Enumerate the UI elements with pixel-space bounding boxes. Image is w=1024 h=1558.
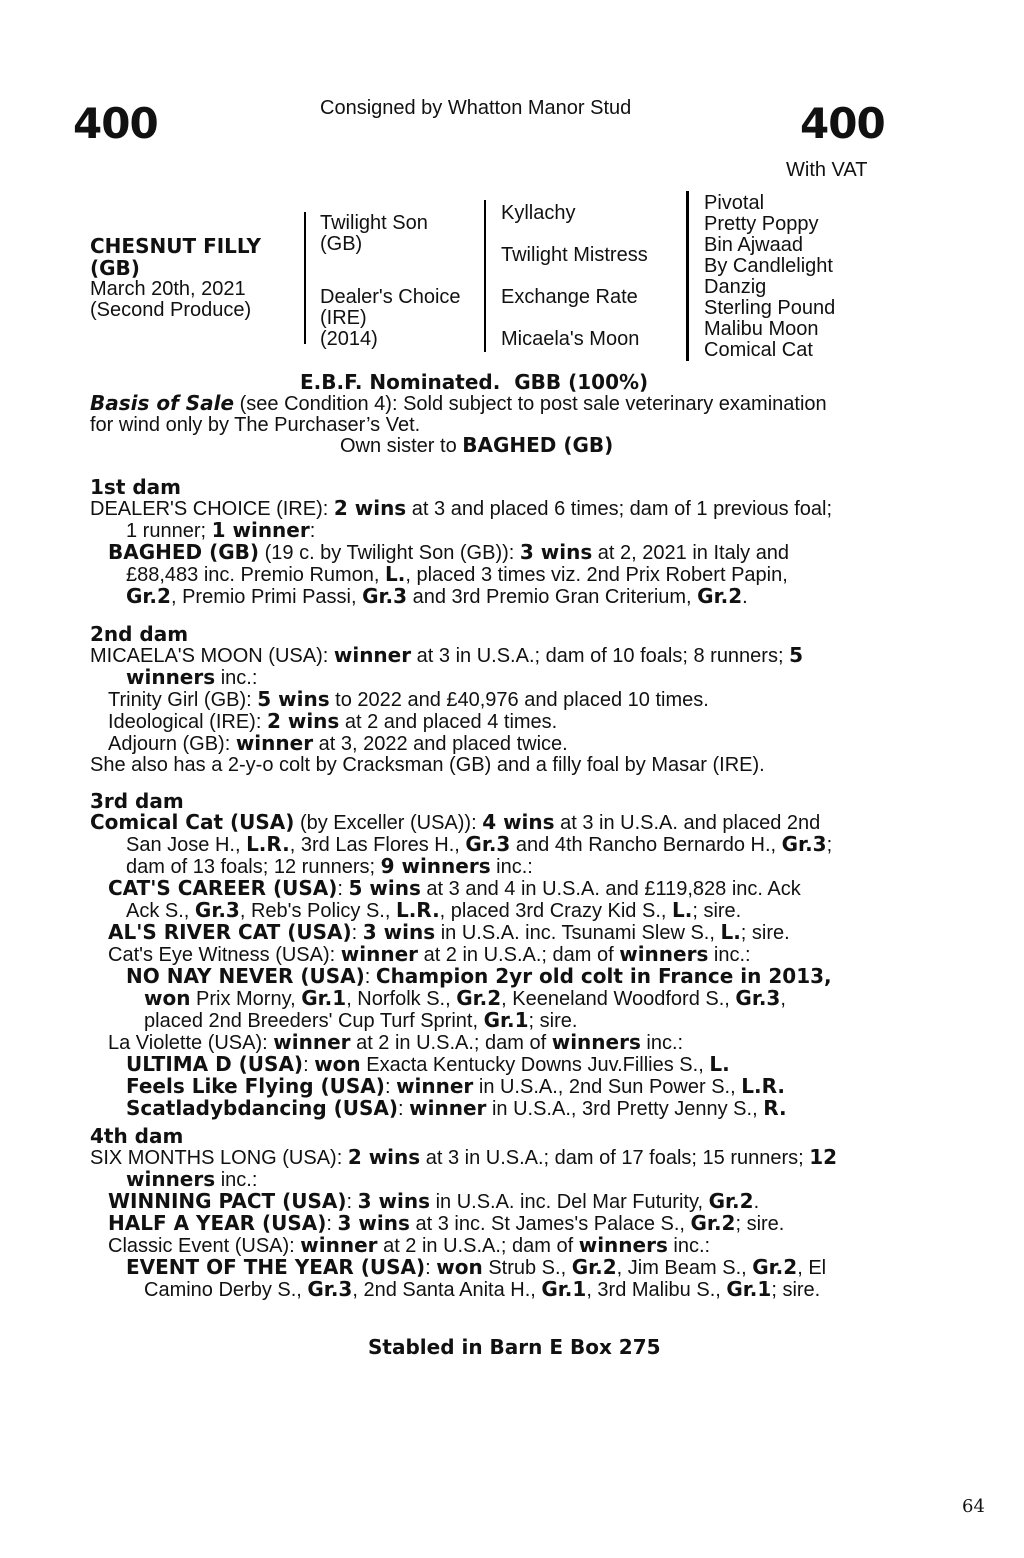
t: L.: [720, 920, 741, 944]
t: in U.S.A. inc. Del Mar Futurity,: [430, 1191, 709, 1213]
t: , Keeneland Woodford S.,: [501, 988, 736, 1010]
t: EVENT OF THE YEAR (USA): [126, 1255, 426, 1279]
t: at 2, 2021 in Italy and: [592, 542, 790, 564]
t: at 3 and 4 in U.S.A. and £119,828 inc. Ack: [420, 878, 801, 900]
gen3-5: Danzig: [704, 276, 767, 298]
t: winners: [551, 1030, 641, 1054]
gen3-7: Malibu Moon: [704, 318, 819, 340]
t: :: [351, 922, 363, 944]
fourth-dam-section: [90, 1126, 890, 1301]
t: Ideological (IRE):: [108, 711, 267, 733]
t: inc.:: [490, 856, 533, 878]
also-has: She also has a 2-y-o colt by Cracksman (GB) and a filly foal by Masar (IRE).: [90, 754, 765, 776]
t: :: [309, 520, 316, 542]
t: :: [337, 878, 349, 900]
t: placed 2nd Breeders' Cup Turf Sprint,: [144, 1010, 484, 1032]
pedigree-bracket-3: [686, 191, 689, 361]
t: 3 wins: [337, 1211, 410, 1235]
t: 3 wins: [357, 1189, 431, 1213]
t: 3 wins: [362, 920, 436, 944]
t: Exacta Kentucky Downs Juv.Fillies S.,: [360, 1054, 710, 1076]
t: winner: [396, 1074, 474, 1098]
t: 1 runner;: [126, 520, 212, 542]
t: :: [303, 1054, 315, 1076]
t: MICAELA'S MOON (USA):: [90, 645, 334, 667]
pedigree-gen2-3: Exchange Rate: [501, 286, 638, 308]
t: in U.S.A., 3rd Pretty Jenny S.,: [486, 1098, 764, 1120]
t: Gr.2: [708, 1189, 754, 1213]
second-dam-heading: 2nd dam: [90, 622, 189, 646]
t: 9 winners: [380, 854, 491, 878]
t: winner: [300, 1233, 378, 1257]
t: 3 wins: [519, 540, 593, 564]
pedigree-dam: [320, 287, 461, 350]
t: Trinity Girl (GB):: [108, 689, 258, 711]
t: at 2 in U.S.A.; dam of: [377, 1235, 579, 1257]
t: ; sire.: [735, 1213, 785, 1235]
lot-number-right: 400: [800, 99, 885, 148]
t: L.: [709, 1052, 730, 1076]
t: L.R.: [395, 898, 440, 922]
basis-of-sale: [90, 393, 890, 436]
gen3-2: Pretty Poppy: [704, 213, 819, 235]
own-sister: [340, 435, 613, 457]
t: at 3, 2022 and placed twice.: [313, 733, 568, 755]
t: and 3rd Premio Gran Criterium,: [407, 586, 698, 608]
t: SIX MONTHS LONG (USA):: [90, 1147, 348, 1169]
t: to 2022 and £40,976 and placed 10 times.: [329, 689, 709, 711]
horse-description: [90, 235, 261, 321]
t: winner: [340, 942, 419, 966]
t: Gr.2: [456, 986, 502, 1010]
t: AL'S RIVER CAT (USA): [108, 920, 352, 944]
gen3-6: Sterling Pound: [704, 297, 836, 319]
t: won: [314, 1052, 361, 1076]
t: CAT'S CAREER (USA): [108, 876, 338, 900]
dam-country: (IRE): [320, 307, 367, 329]
t: 1 winner: [211, 518, 310, 542]
t: inc.:: [640, 1032, 684, 1054]
t: won: [436, 1255, 483, 1279]
basis-label: Basis of Sale: [90, 391, 235, 415]
t: 5: [789, 643, 803, 667]
ebf-nominated: E.B.F. Nominated. GBB (100%): [300, 370, 649, 394]
t: , Premio Primi Passi,: [170, 586, 363, 608]
foaling-date: March 20th, 2021: [90, 278, 246, 300]
t: Gr.3: [194, 898, 240, 922]
t: :: [398, 1098, 410, 1120]
t: winner: [273, 1030, 351, 1054]
t: Comical Cat (USA): [90, 810, 295, 834]
t: , 3rd Las Flores H.,: [289, 834, 466, 856]
dam-year: (2014): [320, 328, 378, 350]
pedigree-gen2-4: Micaela's Moon: [501, 328, 640, 350]
sire-name: Twilight Son: [320, 212, 428, 234]
third-dam-section: [90, 791, 890, 1120]
t: Camino Derby S.,: [144, 1279, 308, 1301]
t: Gr.3: [465, 832, 511, 856]
t: 2 wins: [266, 709, 340, 733]
t: Scatladybdancing (USA): [126, 1096, 399, 1120]
t: NO NAY NEVER (USA): [126, 964, 365, 988]
t: Gr.2: [571, 1255, 617, 1279]
t: , El: [797, 1257, 827, 1279]
t: Cat's Eye Witness (USA):: [108, 944, 341, 966]
t: won: [144, 986, 191, 1010]
vat-note: With VAT: [786, 159, 868, 181]
t: dam of 13 foals; 12 runners;: [126, 856, 381, 878]
t: Strub S.,: [482, 1257, 572, 1279]
t: :: [384, 1076, 397, 1098]
t: winners: [619, 942, 709, 966]
t: inc.:: [215, 1169, 258, 1191]
t: Prix Morny,: [190, 988, 302, 1010]
t: at 3 and placed 6 times; dam of 1 previous foal;: [406, 498, 833, 520]
consignor: Consigned by Whatton Manor Stud: [320, 97, 632, 119]
t: R.: [763, 1096, 787, 1120]
pedigree-sire: [320, 213, 428, 255]
t: Gr.1: [301, 986, 347, 1010]
t: Classic Event (USA):: [108, 1235, 301, 1257]
t: ,: [780, 988, 786, 1010]
t: L.R.: [741, 1074, 785, 1098]
t: inc.:: [215, 667, 258, 689]
t: winner: [235, 731, 314, 755]
horse-title-country: (GB): [90, 256, 140, 280]
own-sister-prefix: Own sister to: [340, 435, 463, 457]
t: L.: [672, 898, 693, 922]
basis-text: (see Condition 4): Sold subject to post sale veterinary examination: [234, 393, 827, 415]
t: at 3 in U.S.A.; dam of 10 foals; 8 runners;: [411, 645, 790, 667]
t: , placed 3rd Crazy Kid S.,: [439, 900, 672, 922]
t: inc.:: [667, 1235, 711, 1257]
gen3-1: Pivotal: [704, 192, 765, 214]
t: at 2 in U.S.A.; dam of: [418, 944, 620, 966]
t: DEALER'S CHOICE (IRE):: [90, 498, 334, 520]
t: (19 c. by Twilight Son (GB)):: [259, 542, 520, 564]
pedigree-gen2-2: Twilight Mistress: [501, 244, 648, 266]
t: 5 wins: [257, 687, 330, 711]
t: , Jim Beam S.,: [616, 1257, 753, 1279]
third-dam-heading: 3rd dam: [90, 789, 184, 813]
pedigree-gen2-1: Kyllachy: [501, 202, 576, 224]
basis-text-2: for wind only by The Purchaser’s Vet.: [90, 414, 421, 436]
t: L.R.: [246, 832, 290, 856]
gen3-8: Comical Cat: [704, 339, 813, 361]
sire-country: (GB): [320, 233, 363, 255]
t: Gr.2: [126, 584, 171, 608]
t: Ack S.,: [126, 900, 195, 922]
t: at 2 and placed 4 times.: [339, 711, 558, 733]
t: :: [346, 1191, 358, 1213]
t: and 4th Rancho Bernardo H.,: [510, 834, 782, 856]
dam-name: Dealer's Choice: [320, 286, 461, 308]
t: (by Exceller (USA)):: [294, 812, 483, 834]
first-dam-section: [90, 477, 890, 608]
t: HALF A YEAR (USA): [108, 1211, 327, 1235]
t: :: [326, 1213, 338, 1235]
t: Gr.2: [697, 584, 743, 608]
t: winners: [126, 665, 216, 689]
gen3-3: Bin Ajwaad: [704, 234, 803, 256]
t: winners: [126, 1167, 216, 1191]
t: inc.:: [708, 944, 751, 966]
t: ; sire.: [692, 900, 742, 922]
t: Gr.3: [781, 832, 827, 856]
produce-note: (Second Produce): [90, 299, 252, 321]
t: , placed 3 times viz. 2nd Prix Robert Papin,: [405, 564, 788, 586]
pedigree-bracket-2: [484, 200, 486, 352]
t: , Reb's Policy S.,: [239, 900, 396, 922]
t: winners: [578, 1233, 668, 1257]
own-sister-name: BAGHED (GB): [462, 433, 614, 457]
t: ;: [826, 834, 833, 856]
t: ; sire.: [528, 1010, 578, 1032]
t: ULTIMA D (USA): [126, 1052, 304, 1076]
t: 5 wins: [348, 876, 421, 900]
pedigree-bracket-1: [304, 212, 306, 344]
pedigree-gen3: [704, 193, 835, 361]
t: :: [364, 966, 376, 988]
t: Gr.2: [690, 1211, 736, 1235]
second-dam-section: [90, 624, 890, 776]
t: ; sire.: [740, 922, 790, 944]
t: .: [742, 586, 748, 608]
t: 2 wins: [347, 1145, 421, 1169]
t: Gr.3: [307, 1277, 353, 1301]
t: WINNING PACT (USA): [108, 1189, 347, 1213]
t: :: [425, 1257, 437, 1279]
t: , 3rd Malibu S.,: [586, 1279, 727, 1301]
t: San Jose H.,: [126, 834, 247, 856]
fourth-dam-heading: 4th dam: [90, 1124, 184, 1148]
t: BAGHED (GB): [108, 540, 260, 564]
t: Adjourn (GB):: [108, 733, 236, 755]
baghed-entry: [90, 542, 872, 608]
t: L.: [385, 562, 406, 586]
horse-title: CHESNUT FILLY: [90, 234, 262, 258]
t: .: [753, 1191, 760, 1213]
t: at 3 inc. St James's Palace S.,: [409, 1213, 691, 1235]
t: Gr.1: [541, 1277, 587, 1301]
t: Gr.2: [752, 1255, 798, 1279]
t: in U.S.A. inc. Tsunami Slew S.,: [435, 922, 721, 944]
page-number: 64: [962, 1496, 985, 1517]
t: , Norfolk S.,: [346, 988, 457, 1010]
t: at 3 in U.S.A.; dam of 17 foals; 15 runners;: [420, 1147, 810, 1169]
t: at 3 in U.S.A. and placed 2nd: [554, 812, 821, 834]
t: ; sire.: [771, 1279, 821, 1301]
t: winner: [333, 643, 412, 667]
lot-number-left: 400: [73, 99, 158, 148]
t: £88,483 inc. Premio Rumon,: [126, 564, 386, 586]
t: Gr.3: [735, 986, 781, 1010]
t: Gr.1: [726, 1277, 772, 1301]
t: Feels Like Flying (USA): [126, 1074, 385, 1098]
t: La Violette (USA):: [108, 1032, 274, 1054]
first-dam-heading: 1st dam: [90, 475, 181, 499]
t: 4 wins: [482, 810, 555, 834]
stabled-note: Stabled in Barn E Box 275: [368, 1335, 661, 1359]
t: Gr.1: [483, 1008, 529, 1032]
t: Gr.3: [362, 584, 408, 608]
t: at 2 in U.S.A.; dam of: [350, 1032, 552, 1054]
t: winner: [409, 1096, 487, 1120]
t: 2 wins: [333, 496, 407, 520]
gen3-4: By Candlelight: [704, 255, 833, 277]
t: , 2nd Santa Anita H.,: [352, 1279, 542, 1301]
t: Champion 2yr old colt in France in 2013,: [375, 964, 832, 988]
t: 12: [809, 1145, 838, 1169]
t: in U.S.A., 2nd Sun Power S.,: [473, 1076, 742, 1098]
